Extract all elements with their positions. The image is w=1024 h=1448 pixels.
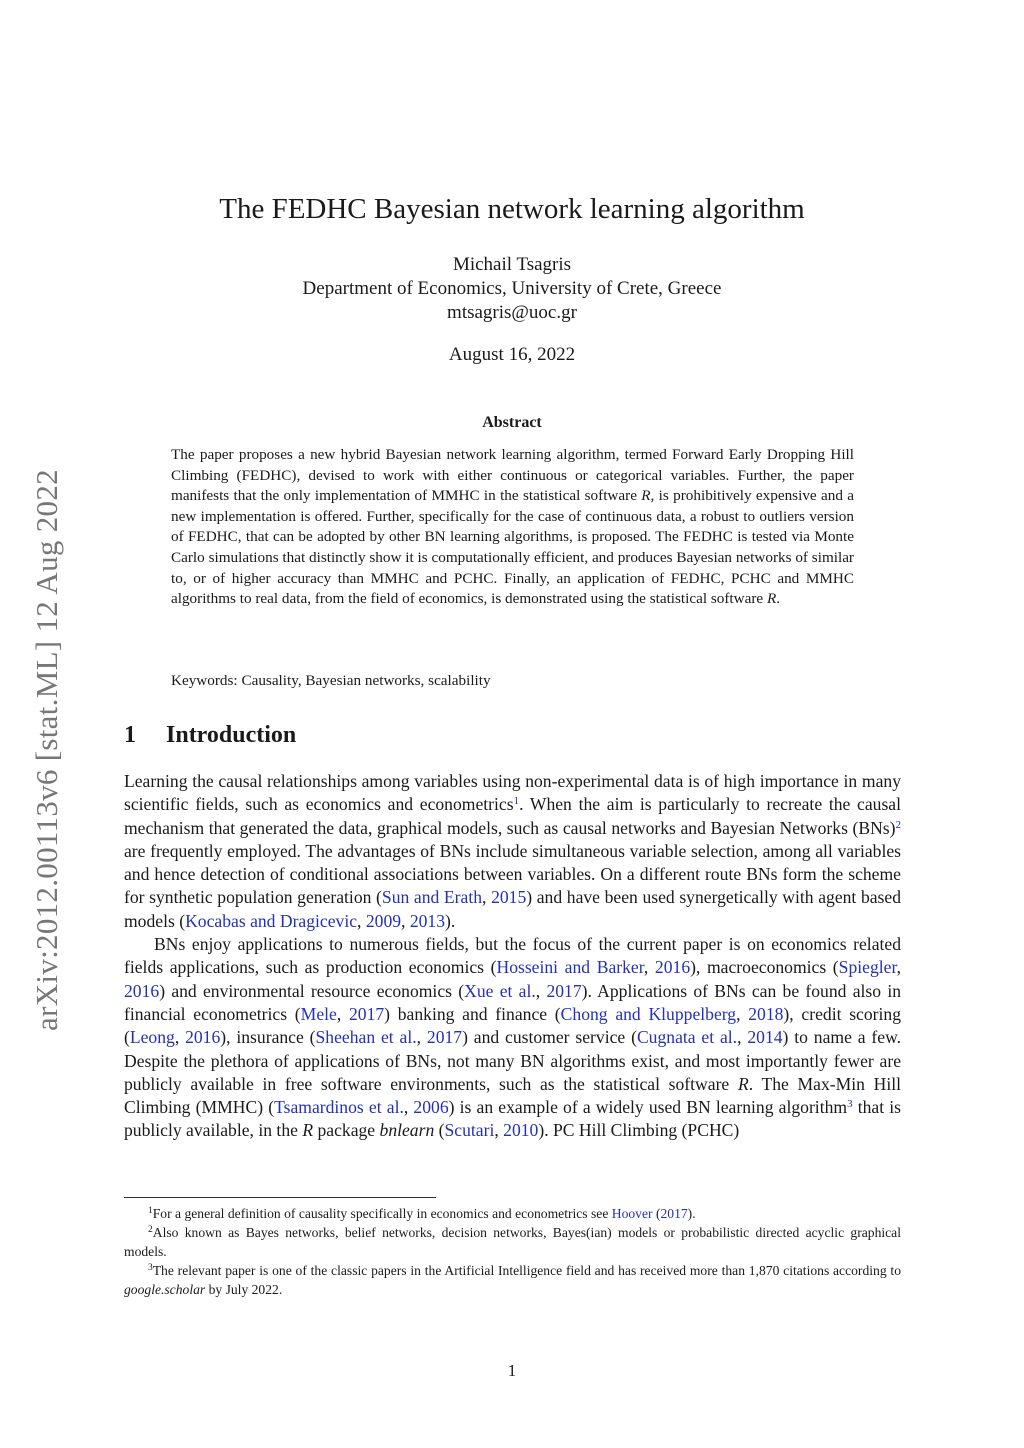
arxiv-identifier: arXiv:2012.00113v6 [stat.ML] 12 Aug 2022 — [29, 469, 64, 1031]
citation-link[interactable]: Spiegler — [838, 957, 897, 978]
body-text — [124, 770, 901, 1143]
author-name: Michail Tsagris — [452, 254, 572, 275]
citation-year-link[interactable]: 2017 — [546, 980, 582, 1001]
citation-year-link[interactable]: 2017 — [426, 1027, 463, 1048]
citation-link[interactable]: Tsamardinos et al. — [274, 1097, 404, 1118]
citation-year-link[interactable]: 2016 — [654, 957, 691, 978]
citation-year-link[interactable]: 2014 — [747, 1027, 783, 1048]
footnote-2: $^2$Also known as Bayes networks, belief networks, decision networks, Bayes(ian) models or probabilistic directed acyclic graphical models. — [124, 1225, 901, 1259]
author-email: mtsagris@uoc.gr — [447, 302, 577, 323]
citation-year-link[interactable]: 2015 — [491, 887, 527, 908]
section-title: Introduction — [166, 722, 297, 748]
abstract-heading: Abstract — [482, 414, 542, 431]
citation-year-link[interactable]: 2016 — [185, 1027, 221, 1048]
paper-title: The FEDHC Bayesian network learning algorithm — [219, 193, 805, 225]
citation-link[interactable]: Sheehan et al. — [315, 1027, 417, 1048]
citation-link[interactable]: Sun and Erath — [381, 887, 483, 908]
citation-link[interactable]: Scutari — [444, 1120, 495, 1141]
footnote-ref-3[interactable]: 3 — [847, 1098, 853, 1111]
citation-year-link[interactable]: 2017 — [348, 1003, 385, 1024]
footnote-ref-2[interactable]: 2 — [895, 818, 901, 831]
citation-year-link[interactable]: 2018 — [748, 1003, 784, 1024]
citation-link[interactable]: Hoover — [611, 1206, 653, 1221]
page-number: 1 — [507, 1361, 517, 1380]
section-heading — [124, 722, 296, 749]
citation-year-link[interactable]: 2017 — [660, 1206, 688, 1221]
keywords: Keywords: Causality, Bayesian networks, scalability — [171, 672, 491, 689]
citation-link[interactable]: Hosseini and Barker — [496, 957, 644, 978]
citation-year-link[interactable]: 2016 — [124, 980, 160, 1001]
abstract-text: The paper proposes a new hybrid Bayesian network learning algorithm, termed Forward Early Dropping Hill Climbing (FEDHC), devised to work with either continuous or categorical variables. Further, the paper manifests that the only implementation of MMHC in the statistical software R, is prohibitively expensive and a new implementation is offered. Further, specifically for the case of continuous data, a robust to outliers version of FEDHC, that can be adopted by other BN learning algorithms, is proposed. The FEDHC is tested via Monte Carlo simulations that distinctly show it is computationally efficient, and produces Bayesian networks of similar to, or of higher accuracy than MMHC and PCHC. Finally, an application of FEDHC, PCHC and MMHC algorithms to real data, from the field of economics, is demonstrated using the statistical software R. — [171, 446, 854, 608]
paragraph: BNs enjoy applications to numerous fields, but the focus of the current paper is on economics related fields applications, such as production economics (Hosseini and Barker, 2016), macroeconomics (Spiegler, 2016) and environmental resource economics (Xue et al., 2017). Applications of BNs can be found also in financial econometrics (Mele, 2017) banking and finance (Chong and Kluppelberg, 2018), credit scoring (Leong, 2016), insurance (Sheehan et al., 2017) and customer service (Cugnata et al., 2014) to name a few. Despite the plethora of applications of BNs, not many BN algorithms exist, and most importantly fewer are publicly available in free software environments, such as the statistical software R. The Max-Min Hill Climbing (MMHC) (Tsamardinos et al., 2006) is an example of a widely used BN learning algorithm$^3$ that is publicly available, in the R package bnlearn (Scutari, 2010). PC Hill Climbing (PCHC) — [124, 934, 902, 1141]
citation-link[interactable]: Xue et al. — [464, 980, 536, 1001]
citation-year-link[interactable]: 2006 — [413, 1097, 449, 1118]
section-number: 1 — [124, 722, 136, 748]
citation-year-link[interactable]: 2013 — [409, 910, 446, 931]
author-affiliation: Department of Economics, University of Crete, Greece — [302, 278, 722, 299]
citation-year-link[interactable]: 2010 — [503, 1120, 539, 1141]
footnote-separator — [124, 1197, 436, 1198]
footnote-ref-1[interactable]: 1 — [513, 795, 520, 808]
citation-link[interactable]: Cugnata et al. — [636, 1027, 738, 1048]
citation-year-link[interactable]: 2009 — [365, 910, 402, 931]
citation-link[interactable]: Chong and Kluppelberg — [560, 1003, 737, 1024]
citation-link[interactable]: Leong — [129, 1027, 175, 1048]
footnote-1: $^1$For a general definition of causality specifically in economics and econometrics see Hoover (2017). — [148, 1206, 696, 1221]
paragraph: Learning the causal relationships among variables using non-experimental data is of high importance in many scientific fields, such as economics and econometrics$^1$. When the aim is particularly to recreate the causal mechanism that generated the data, graphical models, such as causal networks and Bayesian Networks (BNs)$^2$ are frequently employed. The advantages of BNs include simultaneous variable selection, among all variables and hence detection of conditional associations between variables. On a different route BNs form the scheme for synthetic population generation (Sun and Erath, 2015) and have been used synergetically with agent based models (Kocabas and Dragicevic, 2009, 2013). — [124, 771, 901, 931]
paper-date: August 16, 2022 — [448, 344, 576, 365]
footnote-3: $^3$The relevant paper is one of the classic papers in the Artificial Intelligence field and has received more than 1,870 citations according to google.scholar by July 2022. — [124, 1263, 901, 1297]
citation-link[interactable]: Kocabas and Dragicevic — [185, 910, 358, 931]
citation-link[interactable]: Mele — [300, 1003, 337, 1024]
